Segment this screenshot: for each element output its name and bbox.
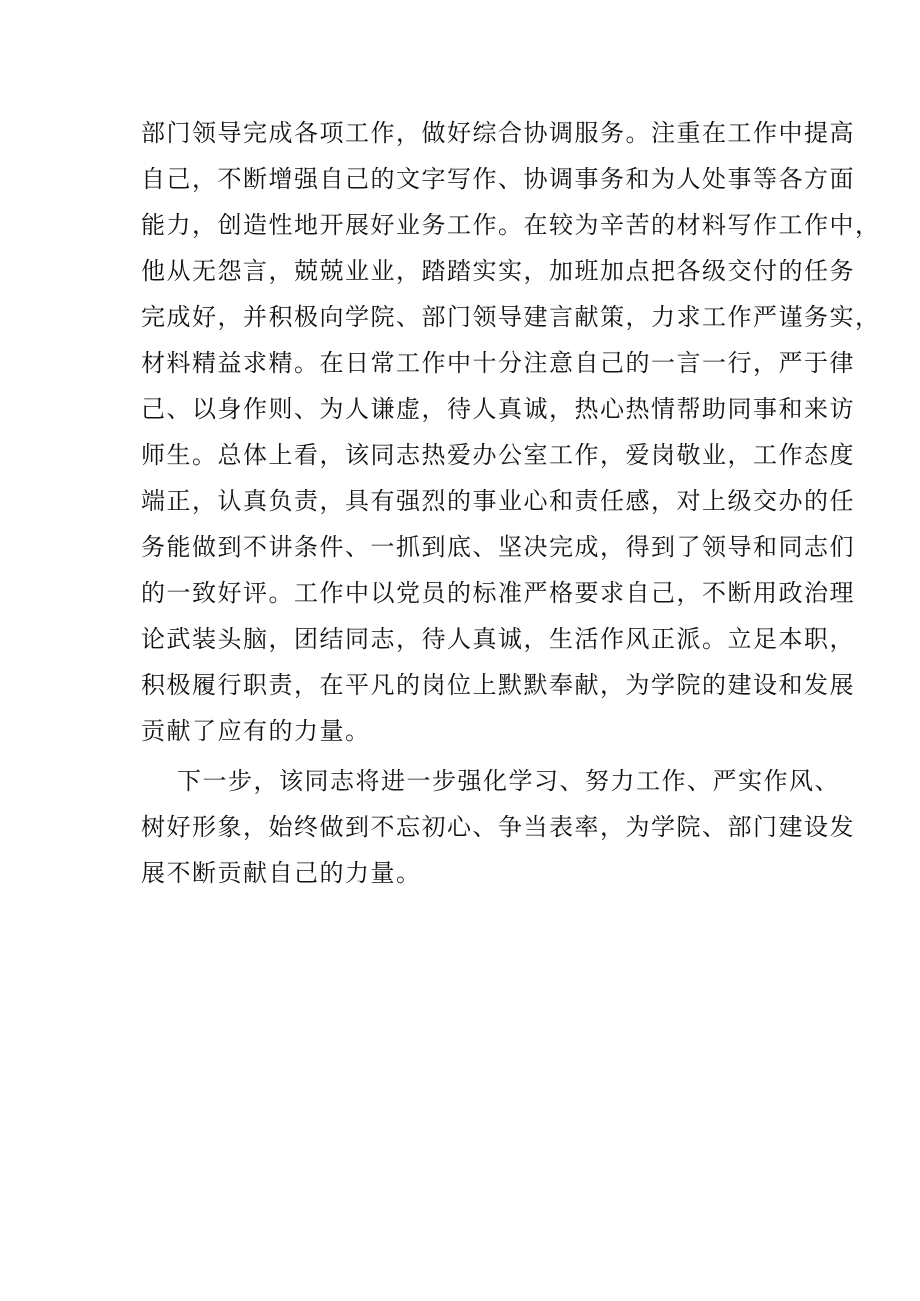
text-line: 己、以身作则、为人谦虚，待人真诚，热心热情帮助同事和来访 (141, 395, 855, 423)
text-line-indented: 下一步，该同志将进一步强化学习、努力工作、严实作风、 (177, 767, 840, 795)
text-line: 务能做到不讲条件、一抓到底、坚决完成，得到了领导和同志们 (141, 533, 855, 561)
text-line: 自己，不断增强自己的文字写作、协调事务和为人处事等各方面 (141, 165, 855, 193)
text-line: 树好形象，始终做到不忘初心、争当表率，为学院、部门建设发 (141, 813, 855, 841)
text-line: 展不断贡献自己的力量。 (141, 859, 422, 887)
text-line: 的一致好评。工作中以党员的标准严格要求自己，不断用政治理 (141, 579, 855, 607)
text-line: 材料精益求精。在日常工作中十分注意自己的一言一行，严于律 (141, 349, 855, 377)
text-line: 能力，创造性地开展好业务工作。在较为辛苦的材料写作工作中， (141, 211, 881, 239)
text-line: 他从无怨言，兢兢业业，踏踏实实，加班加点把各级交付的任务 (141, 257, 855, 285)
text-line: 师生。总体上看，该同志热爱办公室工作，爱岗敬业，工作态度 (141, 441, 855, 469)
text-line: 部门领导完成各项工作，做好综合协调服务。注重在工作中提高 (141, 119, 855, 147)
paragraph-2 (141, 758, 855, 896)
text-line: 积极履行职责，在平凡的岗位上默默奉献，为学院的建设和发展 (141, 671, 855, 699)
text-line: 论武装头脑，团结同志，待人真诚，生活作风正派。立足本职， (141, 625, 855, 653)
text-line: 完成好，并积极向学院、部门领导建言献策，力求工作严谨务实， (141, 303, 881, 331)
document-body (141, 110, 881, 896)
text-line: 贡献了应有的力量。 (141, 717, 371, 745)
text-line: 端正，认真负责，具有强烈的事业心和责任感，对上级交办的任 (141, 487, 855, 515)
paragraph-1 (141, 110, 881, 754)
